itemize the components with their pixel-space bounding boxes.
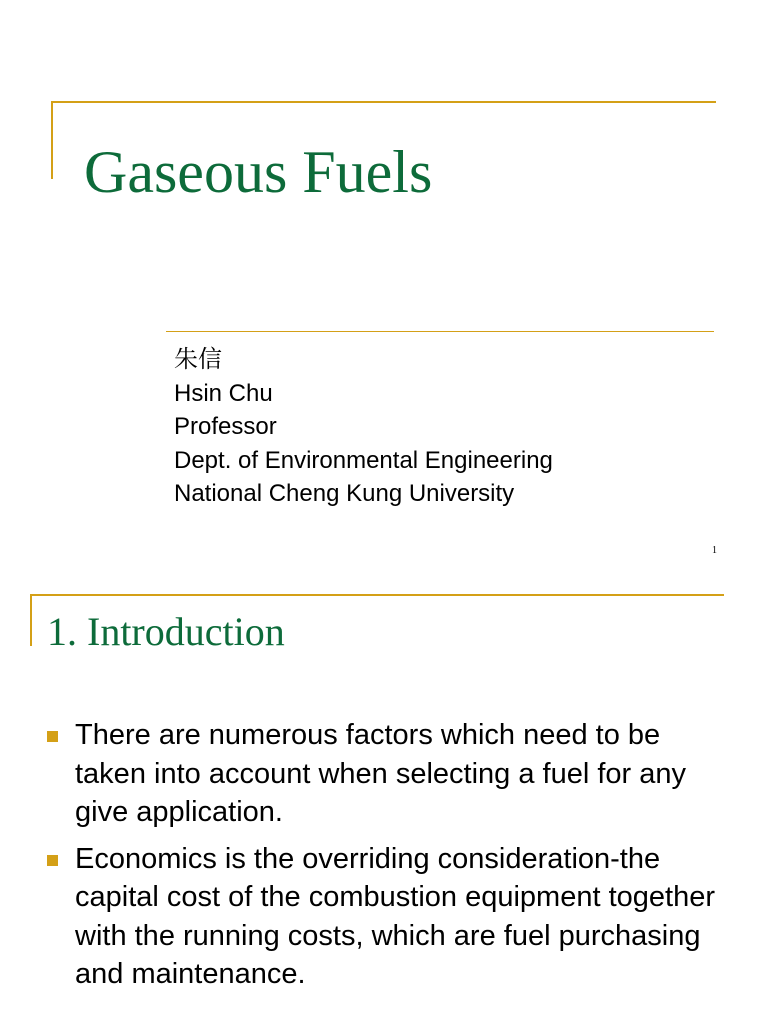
square-bullet-icon — [47, 731, 58, 742]
author-name: Hsin Chu — [174, 379, 273, 407]
author-position: Professor — [174, 413, 277, 440]
slide1-divider — [166, 331, 714, 332]
author-department: Dept. of Environmental Engineering — [174, 446, 553, 474]
bullet-text: There are numerous factors which need to be taken into account when selecting a fuel for any give application. — [75, 719, 686, 828]
slide1-title: Gaseous Fuels — [84, 139, 433, 205]
bullet-item — [47, 716, 737, 832]
square-bullet-icon — [47, 855, 58, 866]
slide1-top-rule — [51, 101, 716, 103]
slide2-left-rule — [30, 594, 32, 646]
author-university: National Cheng Kung University — [174, 480, 515, 507]
slide2-title: 1. Introduction — [47, 609, 285, 654]
slide1-left-rule — [51, 101, 53, 179]
page-number: 1 — [712, 545, 717, 556]
author-chinese-name: 朱信 — [174, 346, 222, 373]
bullet-text: Economics is the overriding consideration-the capital cost of the combustion equipment together with the running costs, which are fuel purchasing and maintenance. — [75, 842, 715, 990]
slide2-top-rule — [30, 594, 724, 596]
author-block — [174, 343, 553, 511]
bullet-item — [47, 840, 737, 994]
bullet-list — [47, 716, 737, 1002]
